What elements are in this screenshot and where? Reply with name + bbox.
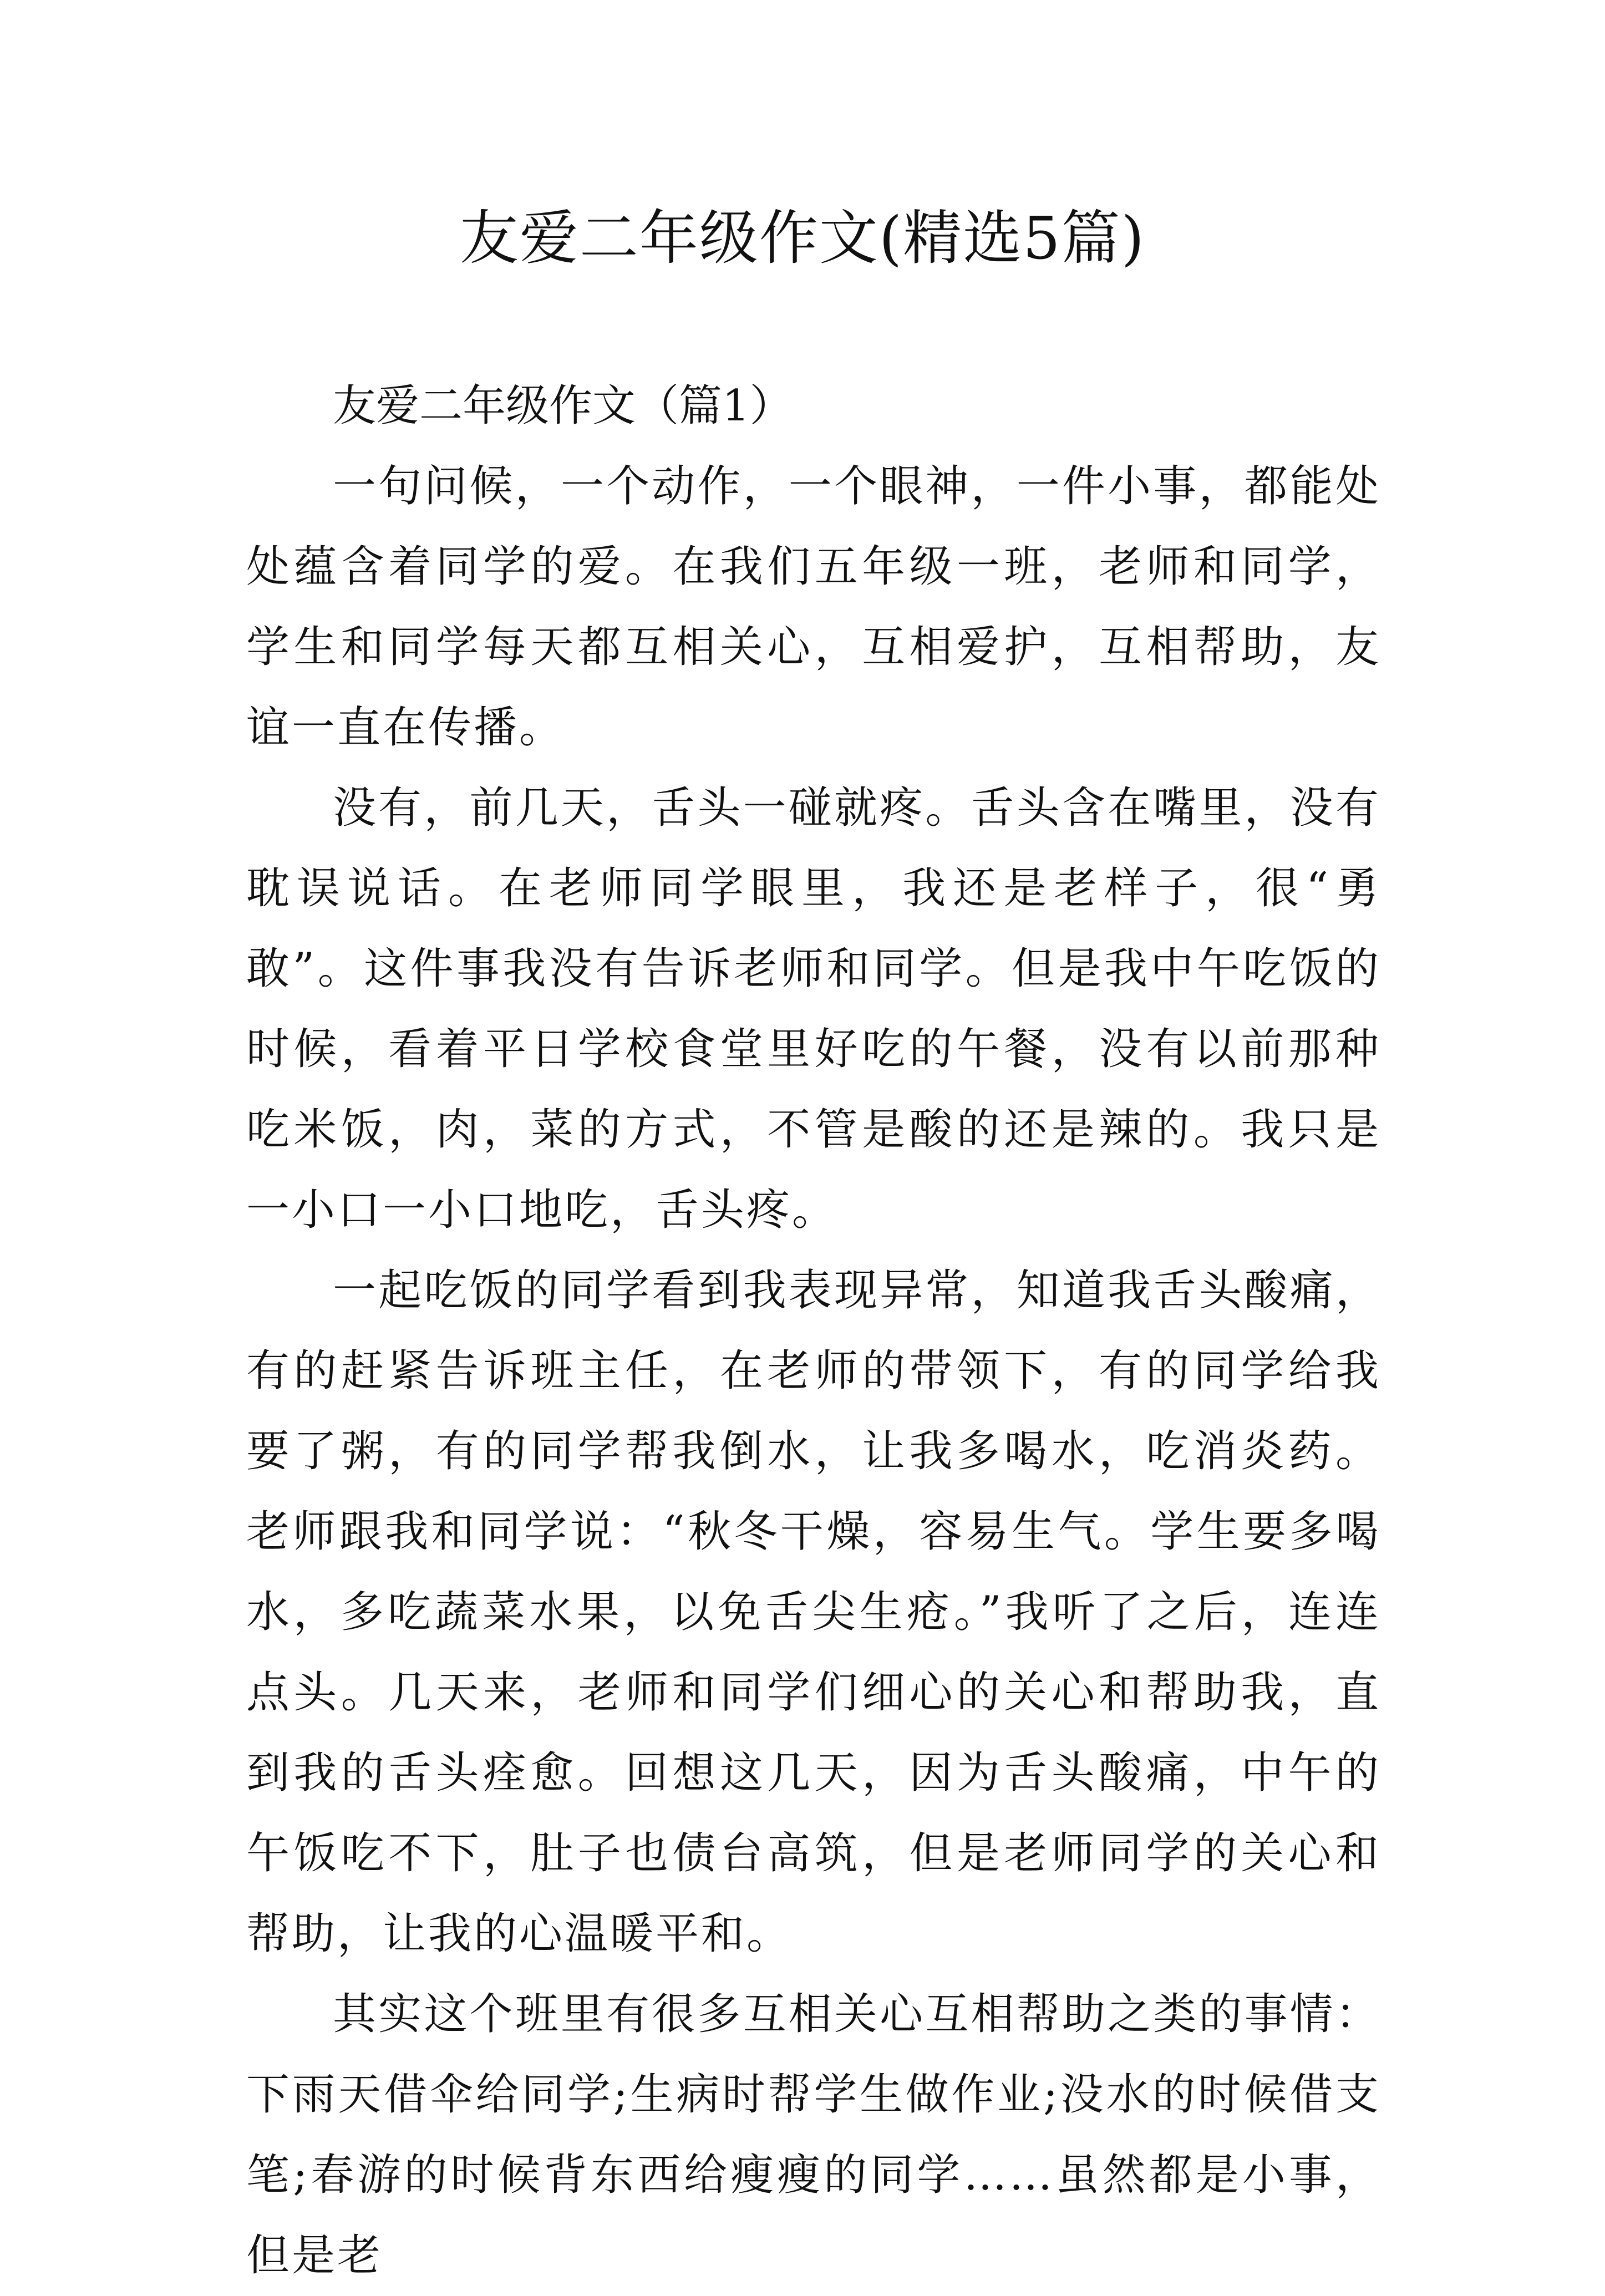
- document-body: [246, 366, 1381, 2296]
- paragraph-3: 一起吃饭的同学看到我表现异常，知道我舌头酸痛，有的赶紧告诉班主任，在老师的带领下，有的同学给我要了粥，有的同学帮我倒水，让我多喝水，吃消炎药。老师跟我和同学说：“秋冬干燥，容易生气。学生要多喝水，多吃蔬菜水果，以免舌尖生疮。”我听了之后，连连点头。几天来，老师和同学们细心的关心和帮助我，直到我的舌头痊愈。回想这几天，因为舌头酸痛，中午的午饭吃不下，肚子也债台高筑，但是老师同学的关心和帮助，让我的心温暖平和。: [246, 1266, 1381, 1959]
- paragraph-2: 没有，前几天，舌头一碰就疼。舌头含在嘴里，没有耽误说话。在老师同学眼里，我还是老样子，很“勇敢”。这件事我没有告诉老师和同学。但是我中午吃饭的时候，看着平日学校食堂里好吃的午餐，没有以前那种吃米饭，肉，菜的方式，不管是酸的还是辣的。我只是一小口一小口地吃，舌头疼。: [246, 783, 1381, 1235]
- section-heading: 友爱二年级作文（篇1）: [333, 381, 793, 431]
- document-title: 友爱二年级作文(精选5篇): [459, 204, 1146, 272]
- paragraph-1: 一句问候，一个动作，一个眼神，一件小事，都能处处蕴含着同学的爱。在我们五年级一班，老师和同学，学生和同学每天都互相关心，互相爱护，互相帮助，友谊一直在传播。: [246, 461, 1381, 753]
- paragraph-4: 其实这个班里有很多互相关心互相帮助之类的事情：下雨天借伞给同学;生病时帮学生做作业;没水的时候借支笔;春游的时候背东西给瘦瘦的同学……虽然都是小事，但是老: [246, 1989, 1381, 2280]
